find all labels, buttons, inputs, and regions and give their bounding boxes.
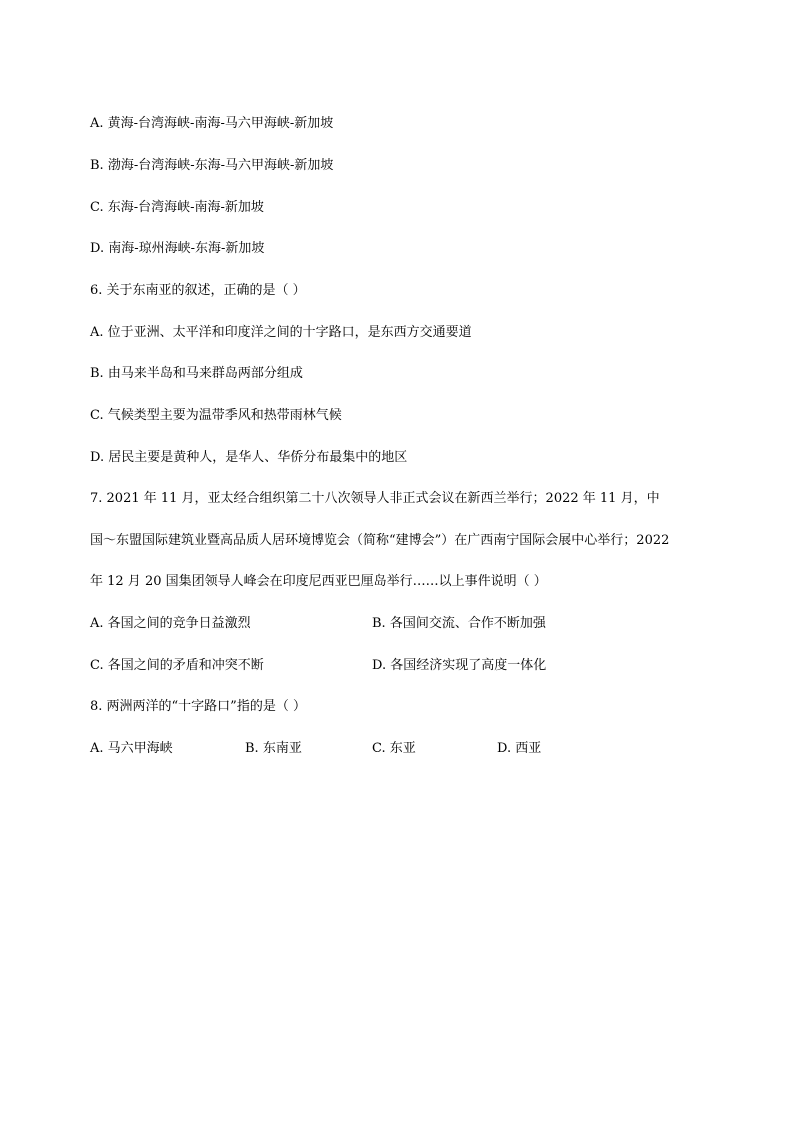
q7-option-a: A. 各国之间的竞争日益激烈 — [90, 616, 251, 631]
q6-option-d: D. 居民主要是黄种人，是华人、华侨分布最集中的地区 — [90, 450, 408, 465]
q7-stem-line3: 年 12 月 20 国集团领导人峰会在印度尼西亚巴厘岛举行……以上事件说明（ ） — [90, 574, 547, 589]
q8-option-d: D. 西亚 — [497, 741, 542, 756]
q6-option-b: B. 由马来半岛和马来群岛两部分组成 — [90, 366, 303, 381]
q7-option-d: D. 各国经济实现了高度一体化 — [372, 658, 547, 673]
q7-option-b: B. 各国间交流、合作不断加强 — [372, 616, 546, 631]
q6-stem: 6. 关于东南亚的叙述，正确的是（ ） — [90, 283, 306, 298]
q8-stem: 8. 两洲两洋的“十字路口”指的是（ ） — [90, 699, 306, 714]
q5-option-c: C. 东海-台湾海峡-南海-新加坡 — [90, 200, 264, 215]
q5-option-a: A. 黄海-台湾海峡-南海-马六甲海峡-新加坡 — [90, 116, 334, 131]
q7-stem-line2: 国～东盟国际建筑业暨高品质人居环境博览会（简称“建博会”）在广西南宁国际会展中心举行；2022 — [90, 533, 670, 548]
q5-option-d: D. 南海-琼州海峡-东海-新加坡 — [90, 241, 265, 256]
q5-option-b: B. 渤海-台湾海峡-东海-马六甲海峡-新加坡 — [90, 158, 334, 173]
q8-option-b: B. 东南亚 — [245, 741, 302, 756]
q8-option-a: A. 马六甲海峡 — [90, 741, 173, 756]
q7-stem-line1: 7. 2021 年 11 月，亚太经合组织第二十八次领导人非正式会议在新西兰举行；2022 年 11 月，中 — [90, 491, 660, 506]
q8-option-c: C. 东亚 — [372, 741, 416, 756]
q6-option-c: C. 气候类型主要为温带季风和热带雨林气候 — [90, 408, 342, 423]
q7-option-c: C. 各国之间的矛盾和冲突不断 — [90, 658, 264, 673]
q6-option-a: A. 位于亚洲、太平洋和印度洋之间的十字路口，是东西方交通要道 — [90, 325, 472, 340]
